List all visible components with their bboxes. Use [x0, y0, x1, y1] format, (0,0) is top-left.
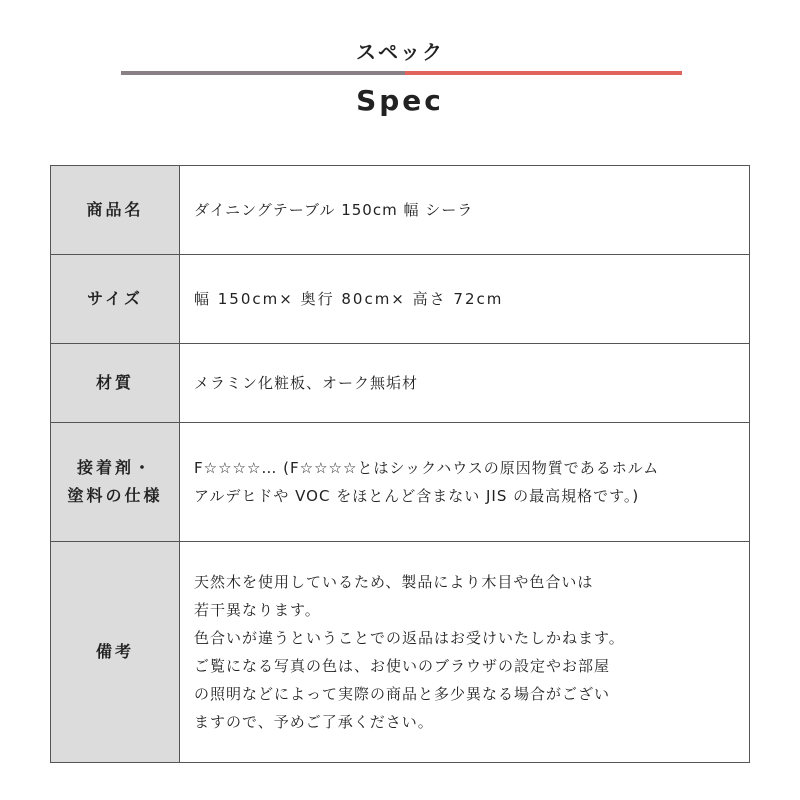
spec-label: 備考 — [95, 642, 134, 661]
spec-value: 若干異なります。 — [194, 601, 321, 619]
spec-value: アルデヒドや VOC をほとんど含まない JIS の最高規格です。) — [194, 487, 640, 505]
spec-value: 色合いが違うということでの返品はお受けいたしかねます。 — [194, 629, 625, 647]
spec-label-cell — [51, 542, 180, 763]
spec-label-cell — [51, 344, 180, 423]
spec-row-product-name — [51, 166, 750, 255]
section-subtitle: Spec — [356, 84, 444, 117]
section-title: スペック — [356, 40, 444, 64]
spec-value: ますので、予めご了承ください。 — [194, 713, 434, 731]
spec-value: メラミン化粧板、オーク無垢材 — [194, 374, 419, 392]
spec-label-cell — [51, 423, 180, 542]
spec-label: サイズ — [87, 289, 143, 308]
spec-row-size — [51, 255, 750, 344]
spec-value-cell — [180, 423, 750, 542]
spec-row-adhesive-paint — [51, 423, 750, 542]
spec-label: 材質 — [95, 373, 134, 392]
spec-label: 塗料の仕様 — [67, 486, 163, 505]
spec-value: ご覧になる写真の色は、お使いのブラウザの設定やお部屋 — [194, 657, 611, 675]
title-underline-right — [405, 71, 682, 75]
spec-value: ダイニングテーブル 150cm 幅 シーラ — [194, 201, 474, 219]
spec-value: 幅 150cm× 奥行 80cm× 高さ 72cm — [194, 290, 504, 308]
spec-value: 天然木を使用しているため、製品により木目や色合いは — [194, 573, 594, 591]
spec-value: の照明などによって実際の商品と多少異なる場合がござい — [194, 685, 611, 703]
spec-value-cell — [180, 255, 750, 344]
spec-value-cell — [180, 542, 750, 763]
spec-label-cell — [51, 166, 180, 255]
spec-value: F☆☆☆☆… (F☆☆☆☆とはシックハウスの原因物質であるホルム — [194, 459, 660, 477]
spec-value-cell — [180, 166, 750, 255]
spec-label: 接着剤・ — [76, 458, 153, 477]
spec-value-cell — [180, 344, 750, 423]
title-underline-left — [121, 71, 405, 75]
spec-label: 商品名 — [86, 200, 144, 219]
spec-row-material — [51, 344, 750, 423]
spec-label-cell — [51, 255, 180, 344]
spec-table — [50, 165, 750, 763]
spec-row-notes — [51, 542, 750, 763]
